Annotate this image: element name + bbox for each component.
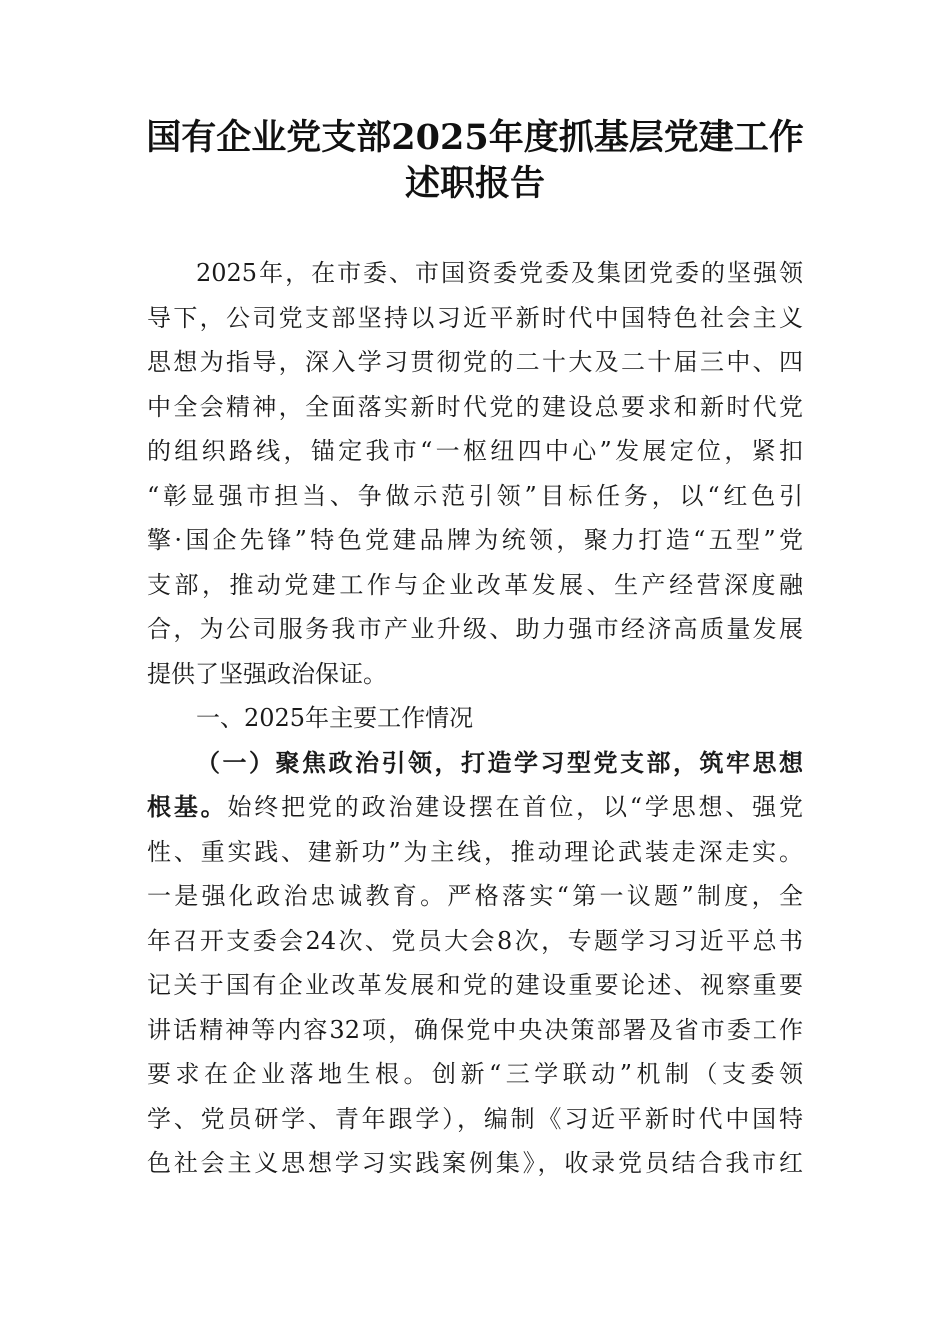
paragraph-line: 思想为指导，深入学习贯彻党的二十大及二十届三中、四 xyxy=(147,348,803,376)
paragraph-line: 擎·国企先锋”特色党建品牌为统领，聚力打造“五型”党 xyxy=(147,526,803,554)
paragraph-line: 性、重实践、建新功”为主线，推动理论武装走深走实。 xyxy=(147,838,803,866)
paragraph-line: 色社会主义思想学习实践案例集》，收录党员结合我市红 xyxy=(147,1149,803,1177)
paragraph-line: 2025年，在市委、市国资委党委及集团党委的坚强领 xyxy=(196,259,803,287)
paragraph-line: 记关于国有企业改革发展和党的建设重要论述、视察重要 xyxy=(147,971,803,999)
section-heading: 一、2025年主要工作情况 xyxy=(196,704,474,732)
paragraph-line: “彰显强市担当、争做示范引领”目标任务，以“红色引 xyxy=(147,482,803,510)
document-title-line-1: 国有企业党支部2025年度抓基层党建工作 xyxy=(146,117,804,158)
paragraph-line: 年召开支委会24次、党员大会8次，专题学习习近平总书 xyxy=(147,927,803,955)
paragraph-line xyxy=(147,785,803,829)
paragraph-text: 始终把党的政治建设摆在首位，以“学思想、强党 xyxy=(227,793,803,821)
paragraph-line: 一是强化政治忠诚教育。严格落实“第一议题”制度，全 xyxy=(147,882,803,910)
subsection-heading: （一）聚焦政治引领，打造学习型党支部，筑牢思想 xyxy=(196,748,803,777)
paragraph-line: 的组织路线，锚定我市“一枢纽四中心”发展定位，紧扣 xyxy=(147,437,803,465)
paragraph-line: 讲话精神等内容32项，确保党中央决策部署及省市委工作 xyxy=(147,1016,803,1044)
paragraph-line: 合，为公司服务我市产业升级、助力强市经济高质量发展 xyxy=(147,615,803,643)
paragraph-line: 支部，推动党建工作与企业改革发展、生产经营深度融 xyxy=(147,571,803,599)
paragraph-line: 要求在企业落地生根。创新“三学联动”机制（支委领 xyxy=(147,1060,803,1088)
paragraph-line: 导下，公司党支部坚持以习近平新时代中国特色社会主义 xyxy=(147,304,803,332)
document-title-line-2: 述职报告 xyxy=(404,163,545,204)
subsection-heading-tail: 根基。 xyxy=(147,792,228,821)
paragraph-line: 中全会精神，全面落实新时代党的建设总要求和新时代党 xyxy=(147,393,803,421)
paragraph-line: 学、党员研学、青年跟学），编制《习近平新时代中国特 xyxy=(147,1105,803,1133)
paragraph-line: 提供了坚强政治保证。 xyxy=(147,660,387,688)
